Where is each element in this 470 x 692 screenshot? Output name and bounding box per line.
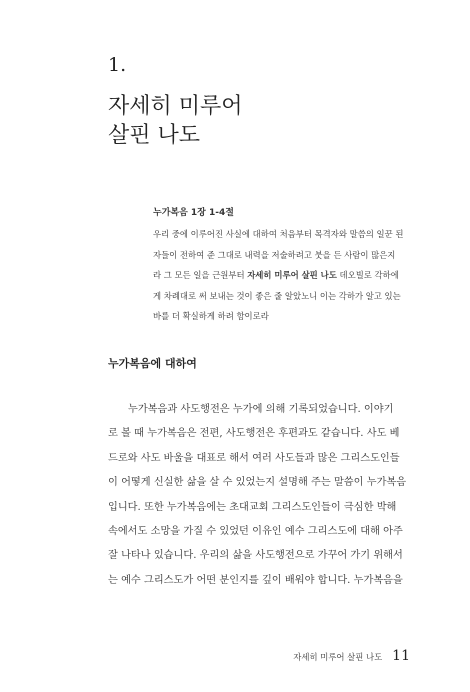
- scripture-line-text: 데오빌로 각하에: [336, 270, 399, 281]
- scripture-emphasis: 자세히 미루어 살핀 나도: [247, 270, 337, 281]
- scripture-line: 자들이 전하여 준 그대로 내력을 저술하려고 붓을 든 사람이 많은지: [153, 249, 396, 260]
- scripture-line: 바를 더 확실하게 하려 함이로라: [153, 311, 269, 322]
- scripture-reference: 누가복음 1장 1-4절: [153, 208, 234, 218]
- scripture-block: [153, 207, 443, 327]
- scripture-line: [153, 265, 443, 286]
- scripture-text: [153, 224, 443, 327]
- running-title: 자세히 미루어 살핀 나도: [293, 652, 383, 662]
- chapter-title-line: 자세히 미루어: [108, 94, 243, 119]
- scripture-line: 게 차례대로 써 보내는 것이 좋은 줄 알았노니 이는 각하가 알고 있는: [153, 290, 401, 301]
- page-number: 11: [392, 648, 410, 664]
- chapter-title: [108, 92, 243, 150]
- chapter-title-line: 살핀 나도: [108, 123, 201, 148]
- section-heading: 누가복음에 대하여: [108, 357, 197, 370]
- page-footer: [293, 648, 410, 664]
- scripture-line-text: 라 그 모든 일을 근원부터: [153, 270, 248, 281]
- body-line: 이 어떻게 신실한 삶을 살 수 있었는지 설명해 주는 말씀이 누가복음: [108, 477, 407, 489]
- body-text: [108, 398, 438, 593]
- body-line: 입니다. 또한 누가복음에는 초대교회 그리스도인들이 극심한 박해: [108, 501, 397, 513]
- body-line: 는 예수 그리스도가 어떤 분인지를 깊이 배워야 합니다. 누가복음을: [108, 574, 403, 586]
- body-line: 누가복음과 사도행전은 누가에 의해 기록되었습니다. 이야기: [128, 404, 394, 415]
- body-line: 속에서도 소망을 가질 수 있었던 이유인 예수 그리스도에 대해 아주: [108, 526, 403, 538]
- scripture-line: 우리 중에 이루어진 사실에 대하여 처음부터 목격자와 말씀의 일꾼 된: [153, 229, 404, 239]
- chapter-number: 1.: [108, 54, 127, 76]
- body-line: 드로와 사도 바울을 대표로 해서 여러 사도들과 많은 그리스도인들: [108, 452, 400, 464]
- body-line: 잘 나타나 있습니다. 우리의 삶을 사도행전으로 가꾸어 가기 위해서: [108, 550, 403, 562]
- body-line: 로 볼 때 누가복음은 전편, 사도행전은 후편과도 같습니다. 사도 베: [108, 428, 400, 440]
